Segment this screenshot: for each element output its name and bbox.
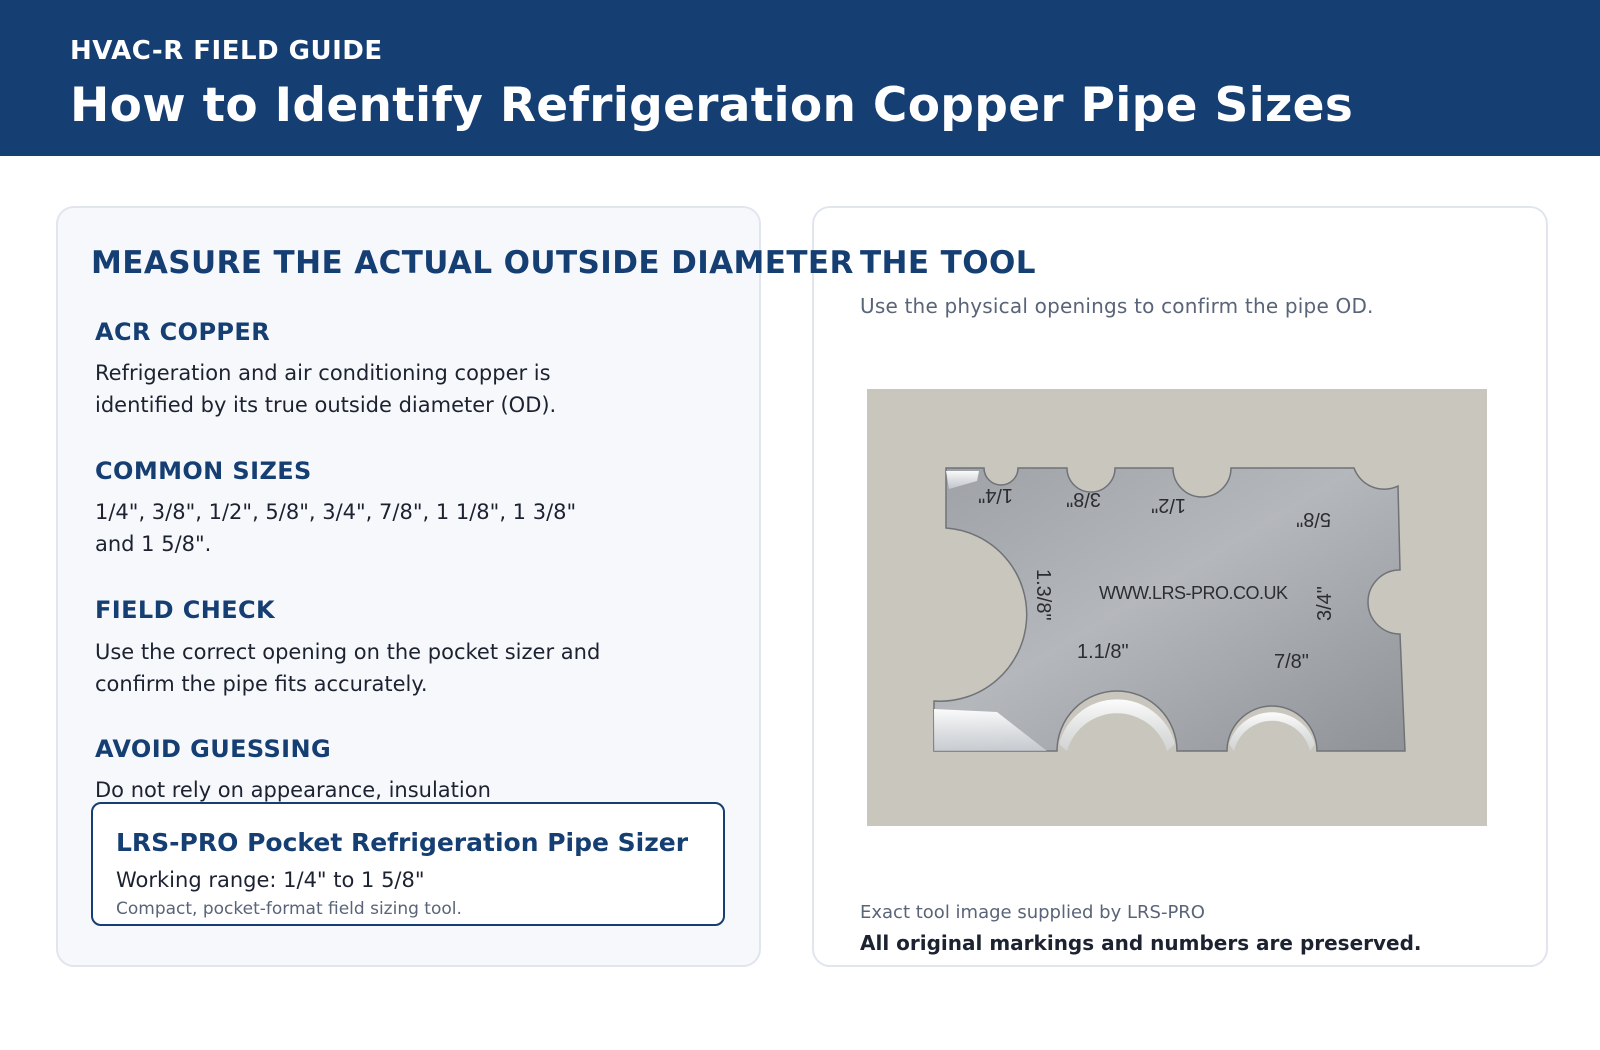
page-title: How to Identify Refrigeration Copper Pipe Sizes [70,78,1354,133]
section-title-field-check: FIELD CHECK [95,596,275,624]
product-name: LRS-PRO Pocket Refrigeration Pipe Sizer [116,828,689,857]
marking-three-eighths: 3/8" [1066,488,1101,510]
section-title-avoid-guessing: AVOID GUESSING [95,735,332,763]
image-credit: Exact tool image supplied by LRS-PRO [860,902,1205,923]
section-body-acr-copper: Refrigeration and air conditioning copper is identified by its true outside diameter (OD). [95,361,557,417]
marking-quarter: 1/4" [978,484,1013,506]
marking-seven-eighths: 7/8" [1274,651,1309,673]
working-range: Working range: 1/4" to 1 5/8" [116,868,425,892]
marking-one-three-eighths: 1.3/8" [1032,569,1054,621]
eyebrow-label: HVAC-R FIELD GUIDE [70,36,383,66]
product-note: Compact, pocket-format field sizing tool. [116,899,462,919]
measure-heading: MEASURE THE ACTUAL OUTSIDE DIAMETER [91,245,854,281]
header-banner [0,0,1600,156]
section-body-field-check: Use the correct opening on the pocket sizer and confirm the pipe fits accurately. [95,640,601,696]
tool-subtitle: Use the physical openings to confirm the pipe OD. [860,294,1374,318]
section-body-avoid-guessing: Do not rely on appearance, insulation [95,778,491,802]
marking-three-quarters: 3/4" [1314,586,1336,621]
marking-half: 1/2" [1151,494,1186,516]
section-body-common-sizes: 1/4", 3/8", 1/2", 5/8", 3/4", 7/8", 1 1/8", 1 3/8" and 1 5/8". [95,500,577,556]
tool-heading: THE TOOL [860,245,1036,281]
marking-five-eighths: 5/8" [1296,508,1331,530]
section-title-common-sizes: COMMON SIZES [95,457,312,485]
marking-one-one-eighth: 1.1/8" [1077,641,1129,663]
marking-website: WWW.LRS-PRO.CO.UK [1099,583,1288,603]
pipe-sizer-photo [867,389,1487,826]
product-callout [91,802,725,926]
preservation-note: All original markings and numbers are preserved. [860,931,1422,955]
section-title-acr-copper: ACR COPPER [95,318,271,346]
